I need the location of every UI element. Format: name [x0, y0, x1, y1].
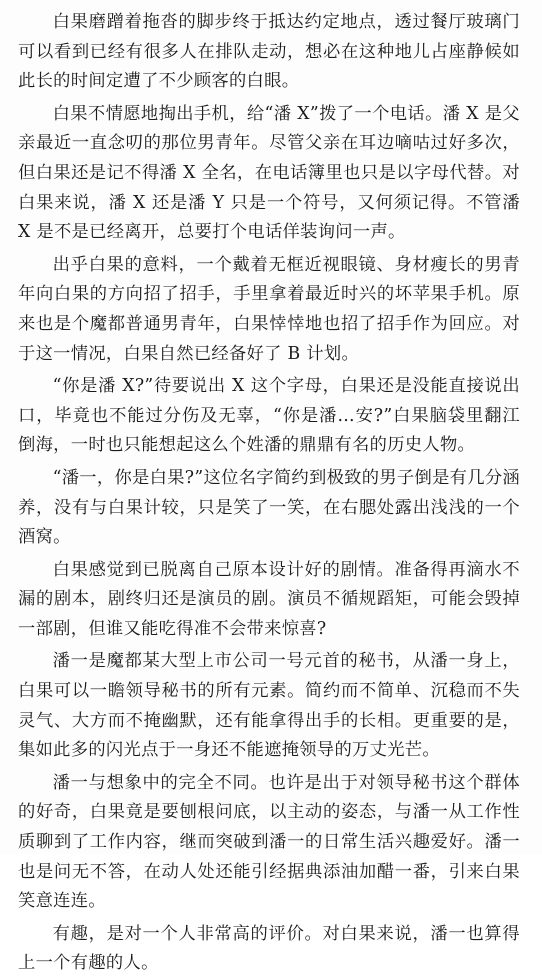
paragraph: 白果磨蹭着拖沓的脚步终于抵达约定地点，透过餐厅玻璃门可以看到已经有很多人在排队走动，想必在这种地儿占座静候如此长的时间定遭了不少顾客的白眼。 [18, 12, 520, 92]
paragraph: 出乎白果的意料，一个戴着无框近视眼镜、身材瘦长的男青年向白果的方向招了招手，手里拿着最近时兴的坏苹果手机。原来也是个魔都普通男青年，白果悻悻地也招了招手作为回应。对于这一情况，白果自然已经备好了 B 计划。 [18, 254, 520, 364]
paragraph: “潘一，你是白果?”这位名字简约到极致的男子倒是有几分涵养，没有与白果计较，只是笑了一笑，在右腮处露出浅浅的一个酒窝。 [18, 467, 520, 548]
paragraph: 潘一是魔都某大型上市公司一号元首的秘书，从潘一身上，白果可以一瞻领导秘书的所有元素。简约而不简单、沉稳而不失灵气、大方而不掩幽默，还有能拿得出手的长相。更重要的是，集如此多的闪光点于一身还不能遮掩领导的万丈光芒。 [18, 651, 520, 761]
paragraph: 白果感觉到已脱离自己原本设计好的剧情。准备得再滴水不漏的剧本，剧终归还是演员的剧。演员不循规蹈矩，可能会毁掉一部剧，但谁又能吃得准不会带来惊喜? [18, 559, 520, 639]
paragraph: 潘一与想象中的完全不同。也许是出于对领导秘书这个群体的好奇，白果竟是要刨根问底，以主动的姿态，与潘一从工作性质聊到了工作内容，继而突破到潘一的日常生活兴趣爱好。潘一也是问无不答，在动人处还能引经据典添油加醋一番，引来白果笑意连连。 [18, 772, 520, 912]
paragraph: 有趣，是对一个人非常高的评价。对白果来说，潘一也算得上一个有趣的人。 [18, 923, 520, 974]
paragraph: “你是潘 X?”待要说出 X 这个字母，白果还是没能直接说出口，毕竟也不能过分伤及无辜，“你是潘…安?”白果脑袋里翻江倒海，一时也只能想起这么个姓潘的鼎鼎有名的历史人物。 [18, 376, 520, 456]
paragraph: 白果不情愿地掏出手机，给“潘 X”拨了一个电话。潘 X 是父亲最近一直念叨的那位男青年。尽管父亲在耳边嘀咕过好多次，但白果还是记不得潘 X 全名，在电话簿里也只是以字母代替。对白果来说，潘 X 还是潘 Y 只是一个符号，又何须记得。不管潘 X 是不是已经离开，总要打个电话佯装询问一声。 [18, 103, 520, 243]
